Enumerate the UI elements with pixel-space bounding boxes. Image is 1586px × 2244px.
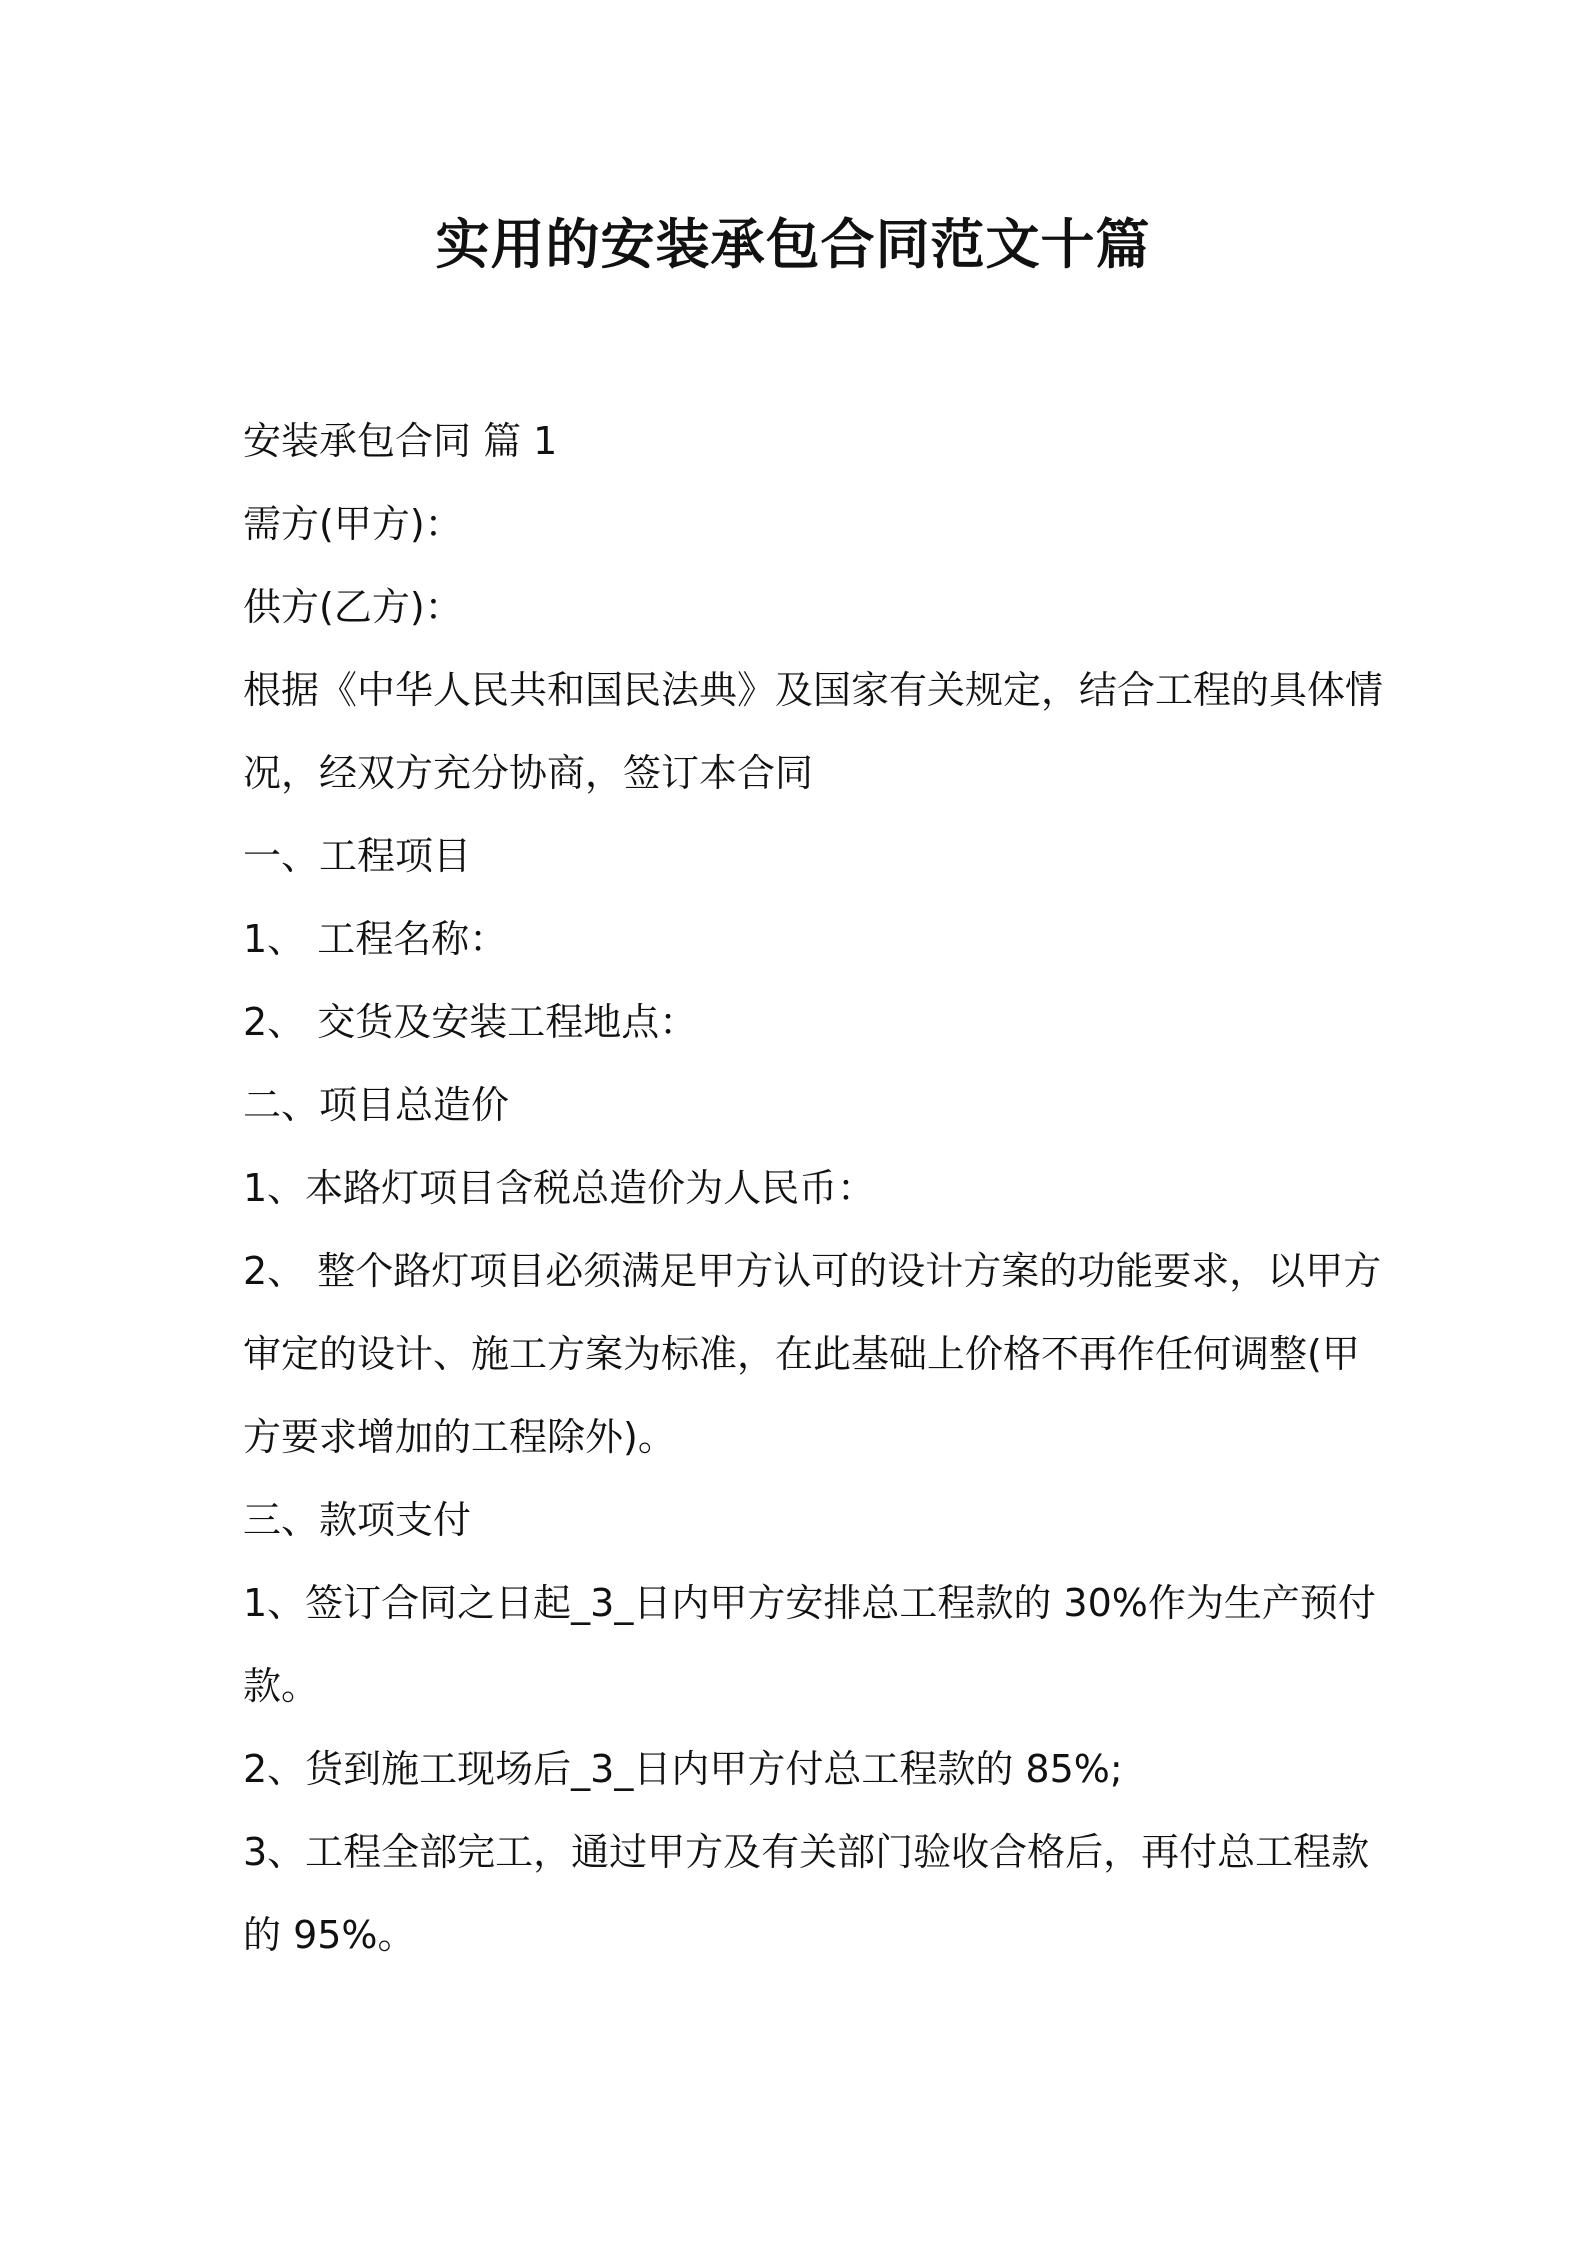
clause-item: 1、 工程名称：	[243, 917, 508, 961]
clause-item: 2、货到施工现场后_3_日内甲方付总工程款的 85%;	[243, 1747, 1123, 1791]
party-b-line: 供方(乙方)：	[243, 585, 463, 629]
document-body	[243, 400, 1384, 1977]
paragraph-line: 况，经双方充分协商，签订本合同	[243, 751, 814, 795]
clause-item: 审定的设计、施工方案为标准，在此基础上价格不再作任何调整(甲	[243, 1332, 1360, 1376]
clause-item: 3、工程全部完工，通过甲方及有关部门验收合格后，再付总工程款	[243, 1830, 1370, 1874]
document-title: 实用的安装承包合同范文十篇	[435, 213, 1151, 276]
clause-item: 2、 整个路灯项目必须满足甲方认可的设计方案的功能要求，以甲方	[243, 1249, 1382, 1293]
clause-heading: 三、款项支付	[243, 1498, 472, 1542]
clause-item: 款。	[243, 1664, 320, 1708]
party-a-line: 需方(甲方)：	[243, 502, 463, 546]
clause-heading: 二、项目总造价	[243, 1083, 510, 1127]
clause-item: 1、本路灯项目含税总造价为人民币：	[243, 1166, 876, 1210]
section-heading: 安装承包合同 篇 1	[243, 419, 558, 463]
paragraph-line: 根据《中华人民共和国民法典》及国家有关规定，结合工程的具体情	[243, 668, 1384, 712]
clause-item: 方要求增加的工程除外)。	[243, 1415, 676, 1459]
clause-item: 1、签订合同之日起_3_日内甲方安排总工程款的 30%作为生产预付	[243, 1581, 1376, 1625]
clause-heading: 一、工程项目	[243, 834, 472, 878]
clause-item: 的 95%。	[243, 1913, 416, 1957]
clause-item: 2、 交货及安装工程地点：	[243, 1000, 698, 1044]
